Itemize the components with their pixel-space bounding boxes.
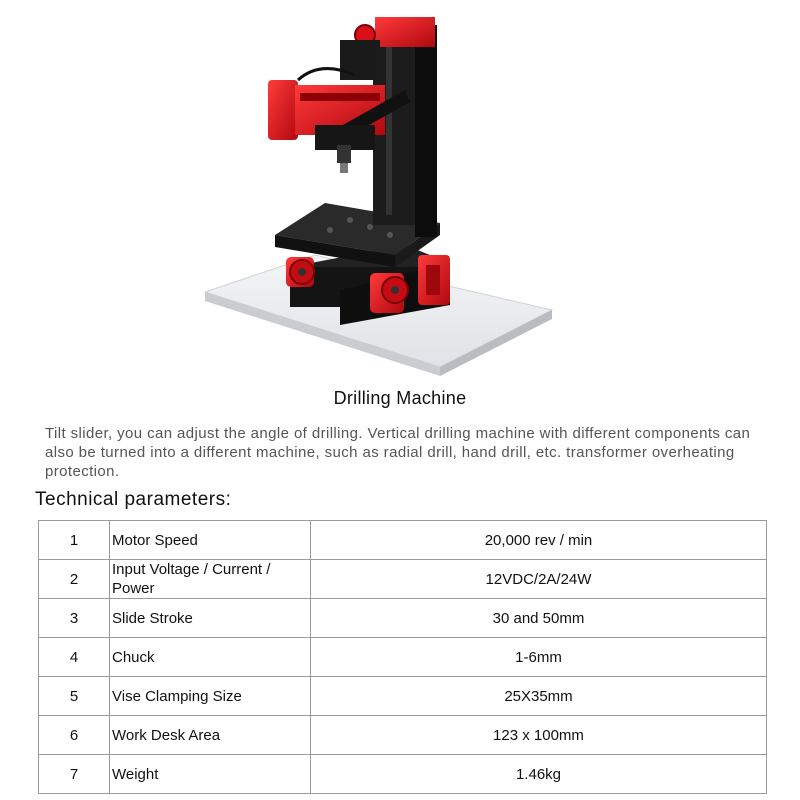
param-value: 25X35mm bbox=[311, 677, 767, 716]
param-name-text: Vise Clamping Size bbox=[112, 687, 242, 705]
param-value: 12VDC/2A/24W bbox=[311, 560, 767, 599]
param-name-text: Work Desk Area bbox=[112, 726, 221, 744]
row-number: 7 bbox=[39, 755, 110, 794]
param-name-text: Slide Stroke bbox=[112, 609, 193, 627]
table-row bbox=[39, 521, 767, 560]
param-name-text: Motor Speed bbox=[112, 531, 198, 549]
param-name bbox=[110, 716, 311, 755]
row-number: 2 bbox=[39, 560, 110, 599]
param-name bbox=[110, 521, 311, 560]
param-value: 30 and 50mm bbox=[311, 599, 767, 638]
param-name bbox=[110, 599, 311, 638]
row-number: 4 bbox=[39, 638, 110, 677]
drilling-machine-icon bbox=[190, 5, 570, 380]
param-name bbox=[110, 677, 311, 716]
table-row bbox=[39, 560, 767, 599]
row-number: 5 bbox=[39, 677, 110, 716]
row-number: 1 bbox=[39, 521, 110, 560]
param-name-text: Chuck bbox=[112, 648, 155, 666]
table-row bbox=[39, 638, 767, 677]
row-number: 6 bbox=[39, 716, 110, 755]
row-number: 3 bbox=[39, 599, 110, 638]
param-value: 1-6mm bbox=[311, 638, 767, 677]
spec-table bbox=[38, 520, 767, 794]
param-name bbox=[110, 638, 311, 677]
param-name-text: Input Voltage / Current / Power bbox=[112, 561, 271, 597]
param-value: 123 x 100mm bbox=[311, 716, 767, 755]
product-image bbox=[190, 5, 570, 380]
param-value: 20,000 rev / min bbox=[311, 521, 767, 560]
param-name-text: Weight bbox=[112, 765, 159, 783]
param-value: 1.46kg bbox=[311, 755, 767, 794]
product-caption: Drilling Machine bbox=[333, 388, 467, 408]
table-row bbox=[39, 755, 767, 794]
param-name bbox=[110, 560, 311, 599]
section-title: Technical parameters: bbox=[35, 489, 232, 510]
param-name bbox=[110, 755, 311, 794]
table-row bbox=[39, 599, 767, 638]
product-description: Tilt slider, you can adjust the angle of drilling. Vertical drilling machine with different components can also be turned into a different machine, such as radial drill, hand drill, etc. transformer overheating protection. bbox=[45, 425, 751, 480]
table-row bbox=[39, 677, 767, 716]
table-row bbox=[39, 716, 767, 755]
